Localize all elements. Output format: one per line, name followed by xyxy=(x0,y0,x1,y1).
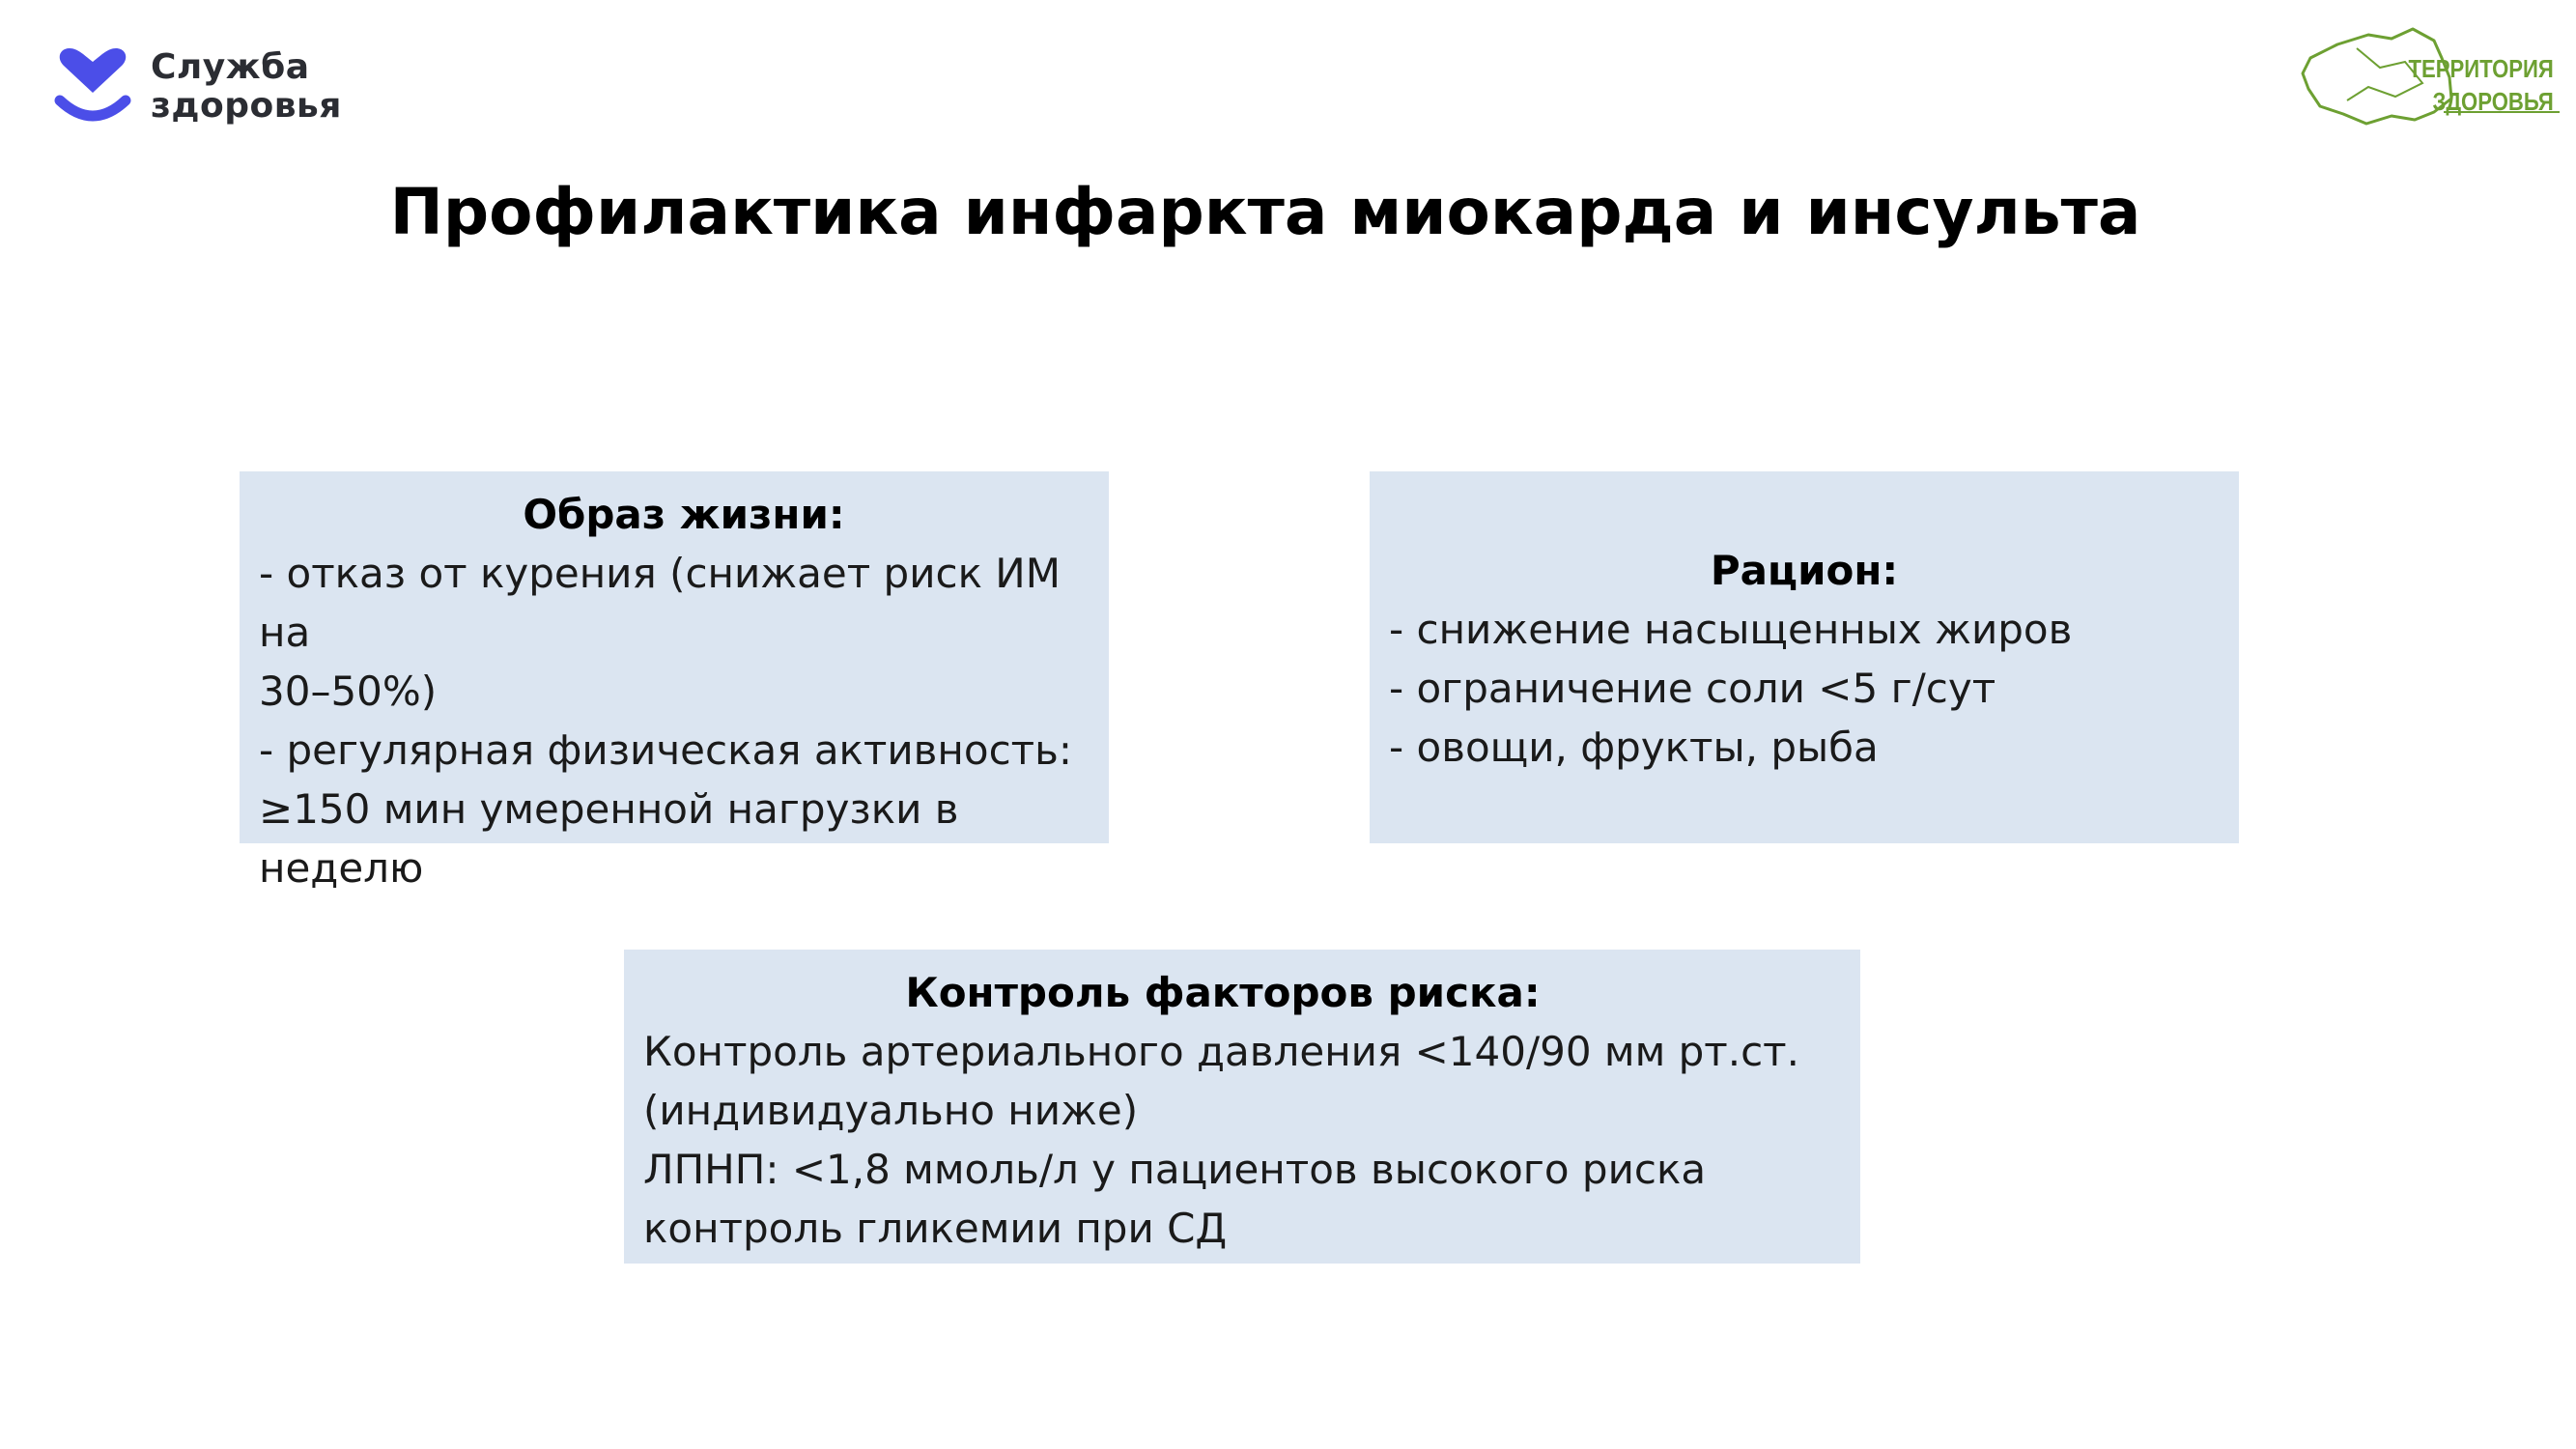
card-lifestyle xyxy=(240,471,1109,892)
card-title: Рацион: xyxy=(1710,547,1899,594)
card-line: - овощи, фрукты, рыба xyxy=(1389,724,1879,771)
card-line: контроль гликемии при СД xyxy=(643,1205,1228,1252)
card-line: Контроль артериального давления <140/90 мм рт.ст. xyxy=(643,1028,1799,1075)
card-title: Образ жизни: xyxy=(523,491,845,538)
brand-right-line1: ТЕРРИТОРИЯ xyxy=(2408,54,2554,83)
card-line: - ограничение соли <5 г/сут xyxy=(1389,665,1996,712)
brand-name-line2: здоровья xyxy=(151,86,342,126)
brand-logo-left xyxy=(54,44,382,131)
brand-right-line2: ЗДОРОВЬЯ xyxy=(2432,87,2554,116)
card-line: - регулярная физическая активность: xyxy=(259,726,1073,774)
card-line: ≥150 мин умеренной нагрузки в xyxy=(259,785,959,833)
card-line: ЛПНП: <1,8 ммоль/л у пациентов высокого риска xyxy=(643,1146,1707,1193)
card-line: неделю xyxy=(259,844,424,892)
page-title: Профилактика инфаркта миокарда и инсульта xyxy=(389,175,2141,249)
card-line: - отказ от курения (снижает риск ИМ на xyxy=(259,550,1061,656)
card-line: (индивидуально ниже) xyxy=(643,1087,1139,1134)
card-line: - снижение насыщенных жиров xyxy=(1389,606,2073,653)
card-line: 30–50%) xyxy=(259,668,438,715)
heart-check-icon xyxy=(54,44,131,126)
brand-name-line1: Служба xyxy=(151,47,310,87)
card-diet xyxy=(1370,471,2239,843)
brand-logo-right xyxy=(2299,19,2560,128)
brand-name-left xyxy=(151,48,342,126)
brand-name-right xyxy=(2409,52,2554,118)
card-title: Контроль факторов риска: xyxy=(905,969,1541,1016)
card-risk-factors xyxy=(624,950,1860,1264)
